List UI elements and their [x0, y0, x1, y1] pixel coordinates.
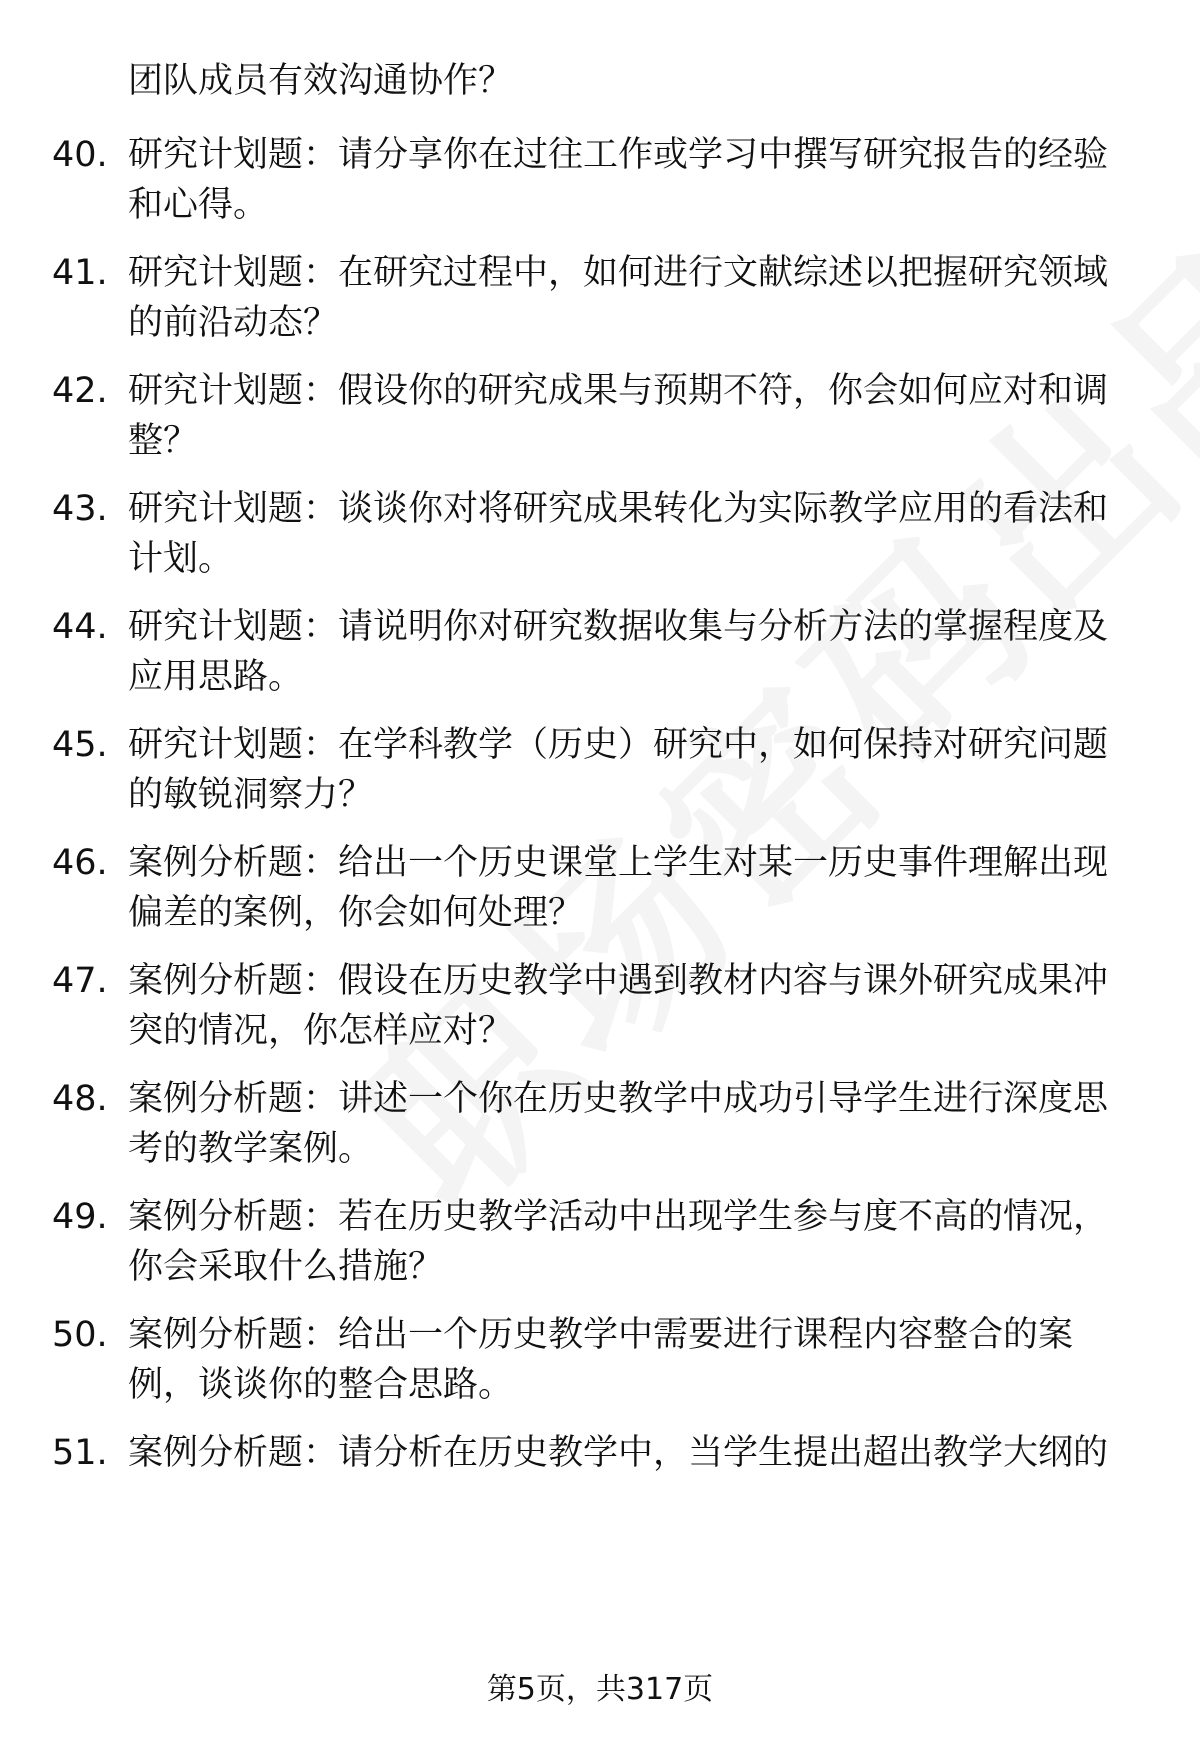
item-text: 案例分析题：请分析在历史教学中，当学生提出超出教学大纲的	[128, 1433, 1109, 1473]
item-text: 案例分析题：假设在历史教学中遇到教材内容与课外研究成果冲突的情况，你怎样应对？	[128, 961, 1109, 1051]
item-number: 50.	[52, 1315, 108, 1355]
item-number: 41.	[52, 253, 108, 293]
item-text: 案例分析题：给出一个历史教学中需要进行课程内容整合的案例，谈谈你的整合思路。	[128, 1315, 1074, 1405]
item-text: 案例分析题：讲述一个你在历史教学中成功引导学生进行深度思考的教学案例。	[128, 1079, 1109, 1169]
item-number: 40.	[52, 135, 108, 175]
item-number: 44.	[52, 607, 108, 647]
item-number: 46.	[52, 843, 108, 883]
continuation-text: 团队成员有效沟通协作？	[128, 61, 514, 101]
item-number: 48.	[52, 1079, 108, 1119]
item-number: 51.	[52, 1433, 108, 1473]
item-text: 案例分析题：给出一个历史课堂上学生对某一历史事件理解出现偏差的案例，你会如何处理？	[128, 843, 1109, 933]
item-text: 研究计划题：假设你的研究成果与预期不符，你会如何应对和调整？	[128, 371, 1109, 461]
item-text: 研究计划题：请分享你在过往工作或学习中撰写研究报告的经验和心得。	[128, 135, 1109, 225]
item-number: 45.	[52, 725, 108, 765]
item-text: 研究计划题：谈谈你对将研究成果转化为实际教学应用的看法和计划。	[128, 489, 1109, 579]
item-number: 47.	[52, 961, 108, 1001]
item-number: 49.	[52, 1197, 108, 1237]
item-text: 案例分析题：若在历史教学活动中出现学生参与度不高的情况，你会采取什么措施？	[128, 1197, 1109, 1287]
item-text: 研究计划题：在学科教学（历史）研究中，如何保持对研究问题的敏锐洞察力？	[128, 725, 1109, 815]
page-footer: 第5页，共317页	[486, 1672, 714, 1707]
item-number: 42.	[52, 371, 108, 411]
item-number: 43.	[52, 489, 108, 529]
item-text: 研究计划题：请说明你对研究数据收集与分析方法的掌握程度及应用思路。	[128, 607, 1109, 697]
item-text: 研究计划题：在研究过程中，如何进行文献综述以把握研究领域的前沿动态？	[128, 253, 1109, 343]
